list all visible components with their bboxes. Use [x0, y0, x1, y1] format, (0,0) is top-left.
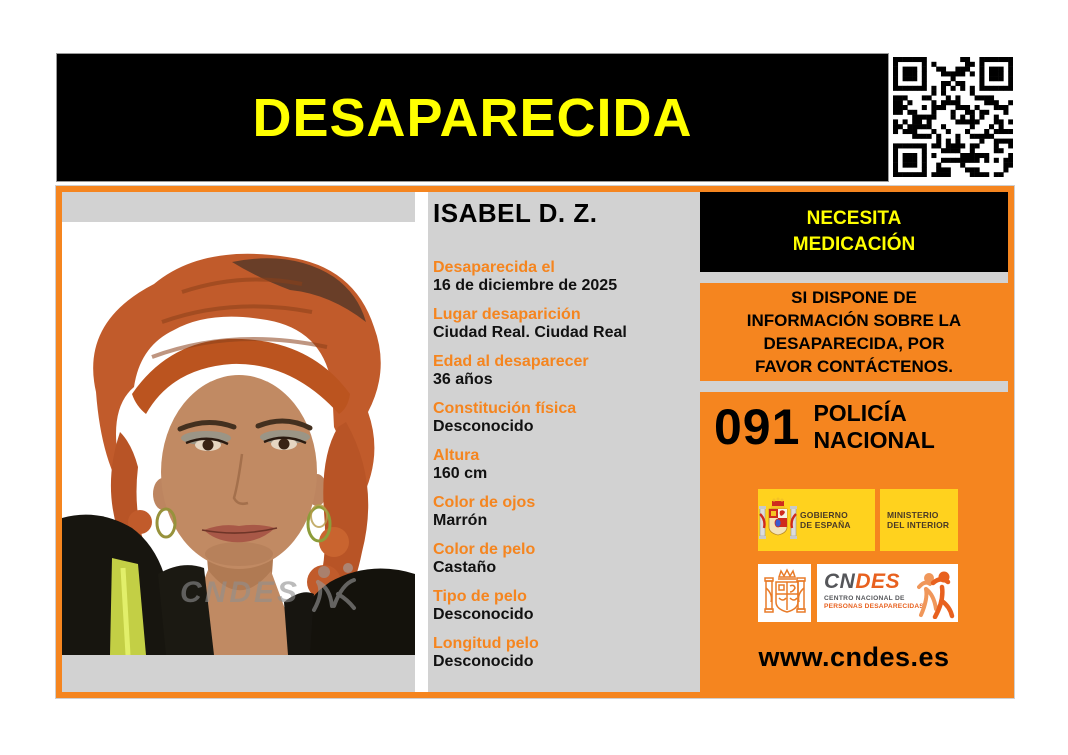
field-hair-length	[433, 635, 692, 671]
photo-top-band	[62, 192, 415, 222]
field-value: Marrón	[433, 512, 488, 529]
field-label: Tipo de pelo	[433, 588, 527, 605]
field-value: Desconocido	[433, 653, 534, 670]
field-label: Longitud pelo	[433, 635, 539, 652]
field-hair-type	[433, 588, 692, 624]
field-value: Desconocido	[433, 606, 534, 623]
field-place	[433, 306, 692, 342]
contact-message-box	[700, 283, 1008, 381]
field-label: Lugar desaparición	[433, 306, 581, 323]
contact-line: SI DISPONE DE	[791, 288, 917, 307]
field-value: 160 cm	[433, 465, 488, 482]
cndes-figures-icon	[917, 569, 955, 619]
police-phone-row	[714, 400, 935, 454]
cndes-website: www.cndes.es	[758, 642, 950, 672]
field-height	[433, 447, 692, 483]
spain-coat-of-arms-color-icon	[758, 496, 798, 544]
field-disappeared-date	[433, 259, 692, 295]
field-label: Constitución física	[433, 400, 577, 417]
field-label: Edad al desaparecer	[433, 353, 589, 370]
alert-line: MEDICACIÓN	[792, 234, 916, 255]
field-value: Castaño	[433, 559, 497, 576]
field-label: Color de pelo	[433, 541, 536, 558]
banner	[56, 53, 889, 182]
ministerio-label: MINISTERIO DEL INTERIOR	[887, 510, 950, 530]
cndes-acronym: CNDES	[824, 570, 901, 593]
cndes-subtitle-2: PERSONAS DESAPARECIDAS	[824, 603, 924, 610]
cndes-logo-text	[824, 571, 924, 611]
field-build	[433, 400, 692, 436]
field-value: 16 de diciembre de 2025	[433, 277, 618, 294]
field-label: Desaparecida el	[433, 259, 555, 276]
field-value: Desconocido	[433, 418, 534, 435]
photo-bottom-band	[62, 655, 415, 692]
gobierno-logo	[758, 489, 875, 551]
police-force-name: POLICÍA NACIONAL	[813, 400, 935, 453]
banner-title: DESAPARECIDA	[252, 87, 693, 148]
coat-of-arms-box	[758, 564, 811, 622]
field-age	[433, 353, 692, 389]
alert-line: NECESITA	[806, 208, 902, 229]
cndes-subtitle-1: CENTRO NACIONAL DE	[824, 595, 905, 602]
case-card	[56, 186, 1014, 698]
contact-line: INFORMACIÓN SOBRE LA	[746, 311, 962, 330]
spain-coat-of-arms-outline-icon	[763, 568, 807, 618]
field-label: Color de ojos	[433, 494, 536, 511]
person-details-panel	[428, 192, 700, 692]
police-phone-number: 091	[714, 399, 801, 455]
svg-text:CNDES: CNDES	[180, 576, 301, 609]
contact-line: DESAPARECIDA, POR	[763, 334, 945, 353]
person-name: ISABEL D. Z.	[433, 198, 598, 228]
right-panel	[700, 192, 1008, 692]
portrait-illustration	[62, 222, 415, 655]
missing-person-photo	[62, 222, 415, 655]
gobierno-label: GOBIERNO DE ESPAÑA	[800, 510, 851, 530]
field-label: Altura	[433, 447, 480, 464]
qr-code-icon	[893, 57, 1013, 177]
government-logo-band	[758, 489, 958, 551]
field-value: Ciudad Real. Ciudad Real	[433, 324, 627, 341]
contact-line: FAVOR CONTÁCTENOS.	[754, 357, 954, 376]
field-eye-color	[433, 494, 692, 530]
medical-alert-box	[700, 192, 1008, 272]
cndes-logo-row	[758, 564, 958, 622]
cndes-logo-box	[817, 564, 958, 622]
field-hair-color	[433, 541, 692, 577]
ministerio-logo	[880, 489, 958, 551]
field-value: 36 años	[433, 371, 493, 388]
police-contact-box	[700, 392, 1008, 692]
